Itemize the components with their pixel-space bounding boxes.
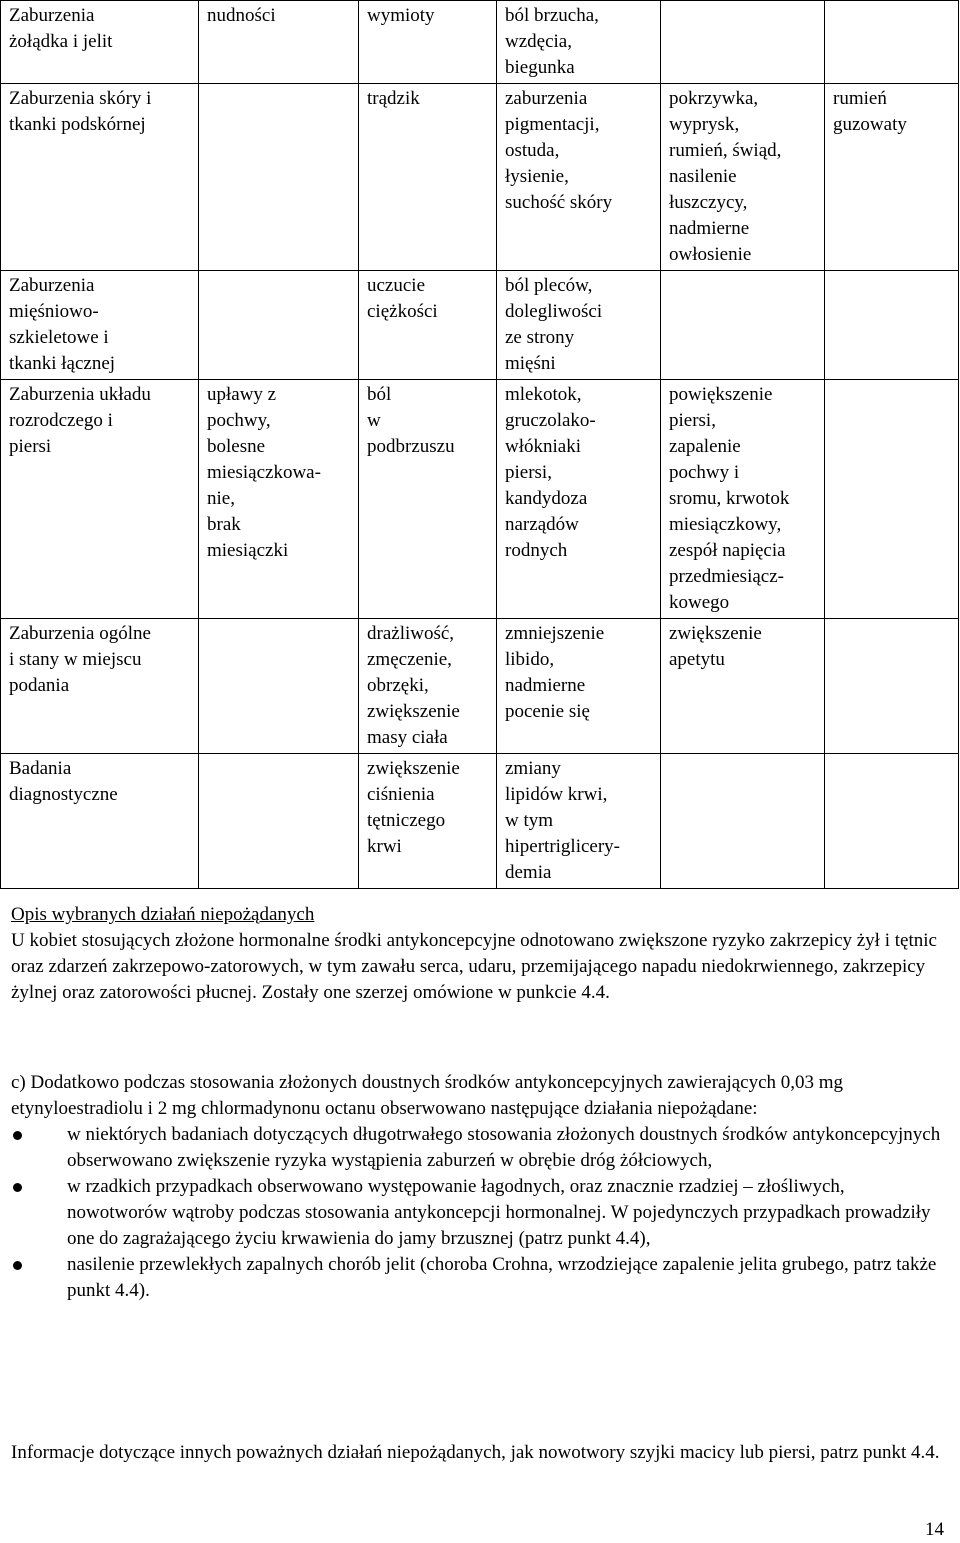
table-cell [661,1,825,84]
table-cell [661,754,825,889]
table-cell [199,619,359,754]
bullet-icon [13,1261,22,1270]
section-paragraph: Informacje dotyczące innych poważnych działań niepożądanych, jak nowotwory szyjki macicy lub piersi, patrz punkt 4.4. [11,1442,940,1463]
table-cell: zmniejszenie libido, nadmierne pocenie się [497,619,661,754]
section-additional-effects [11,1070,946,1304]
table-row [1,619,959,754]
section-intro: c) Dodatkowo podczas stosowania złożonych doustnych środków antykoncepcyjnych zawierających 0,03 mg etynyloestradiolu i 2 mg chlormadynonu octanu obserwowano następujące działania niepożądane: [11,1072,844,1119]
table-cell [661,271,825,380]
table-cell: powiększenie piersi, zapalenie pochwy i sromu, krwotok miesiączkowy, zespół napięcia przedmiesiącz- kowego [661,380,825,619]
table-cell: uczucie ciężkości [359,271,497,380]
organ-class-cell: Zaburzenia układu rozrodczego i piersi [1,380,199,619]
organ-class-cell: Zaburzenia ogólne i stany w miejscu podania [1,619,199,754]
list-item [11,1252,946,1304]
table-cell: zaburzenia pigmentacji, ostuda, łysienie, suchość skóry [497,84,661,271]
section-paragraph: U kobiet stosujących złożone hormonalne środki antykoncepcyjne odnotowano zwiększone ryzyko zakrzepicy żył i tętnic oraz zdarzeń zakrzepowo-zatorowych, w tym zawału serca, udaru, przemijającego napadu niedokrwiennego, zakrzepicy żylnej oraz zatorowości płucnej. Zostały one szerzej omówione w punkcie 4.4. [11,930,937,1003]
table-cell [825,619,959,754]
table-cell [825,1,959,84]
organ-class-cell: Zaburzenia żołądka i jelit [1,1,199,84]
organ-class-cell: Badania diagnostyczne [1,754,199,889]
table-cell [199,84,359,271]
table-cell [199,271,359,380]
section-other-serious-effects [11,1440,946,1466]
table-cell: nudności [199,1,359,84]
page-number: 14 [925,1519,944,1540]
table-row [1,754,959,889]
table-cell: trądzik [359,84,497,271]
organ-class-cell: Zaburzenia mięśniowo- szkieletowe i tkanki łącznej [1,271,199,380]
table-cell: drażliwość, zmęczenie, obrzęki, zwiększenie masy ciała [359,619,497,754]
table-row [1,380,959,619]
bullet-icon [13,1183,22,1192]
table-cell: ból pleców, dolegliwości ze strony mięśni [497,271,661,380]
list-item-text: w rzadkich przypadkach obserwowano występowanie łagodnych, oraz znacznie rzadziej – złośliwych, nowotworów wątroby podczas stosowania antykoncepcji hormonalnej. W pojedynczych przypadkach prowadziły one do zagrażającego życiu krwawienia do jamy brzusznej (patrz punkt 4.4), [67,1176,931,1249]
table-cell: mlekotok, gruczolako- włókniaki piersi, kandydoza narządów rodnych [497,380,661,619]
bullet-list [11,1122,946,1304]
table-cell: rumień guzowaty [825,84,959,271]
section-adverse-effects-description [11,902,946,1006]
table-cell [825,271,959,380]
list-item [11,1174,946,1252]
list-item-text: nasilenie przewlekłych zapalnych chorób jelit (choroba Crohna, wrzodziejące zapalenie jelita grubego, patrz także punkt 4.4). [67,1254,937,1301]
table-cell [825,754,959,889]
table-cell: zmiany lipidów krwi, w tym hipertriglicery- demia [497,754,661,889]
list-item [11,1122,946,1174]
list-item-text: w niektórych badaniach dotyczących długotrwałego stosowania złożonych doustnych środków antykoncepcyjnych obserwowano zwiększenie ryzyka wystąpienia zaburzeń w obrębie dróg żółciowych, [67,1124,941,1171]
table-cell: zwiększenie apetytu [661,619,825,754]
table-cell: ból w podbrzuszu [359,380,497,619]
table-row [1,271,959,380]
table-cell: ból brzucha, wzdęcia, biegunka [497,1,661,84]
table-cell: wymioty [359,1,497,84]
organ-class-cell: Zaburzenia skóry i tkanki podskórnej [1,84,199,271]
section-heading: Opis wybranych działań niepożądanych [11,904,315,925]
table-cell [825,380,959,619]
bullet-icon [13,1131,22,1140]
table-cell: upławy z pochwy, bolesne miesiączkowa- nie, brak miesiączki [199,380,359,619]
table-row [1,84,959,271]
table-cell: pokrzywka, wyprysk, rumień, świąd, nasilenie łuszczycy, nadmierne owłosienie [661,84,825,271]
table-cell: zwiększenie ciśnienia tętniczego krwi [359,754,497,889]
table-row [1,1,959,84]
table-cell [199,754,359,889]
